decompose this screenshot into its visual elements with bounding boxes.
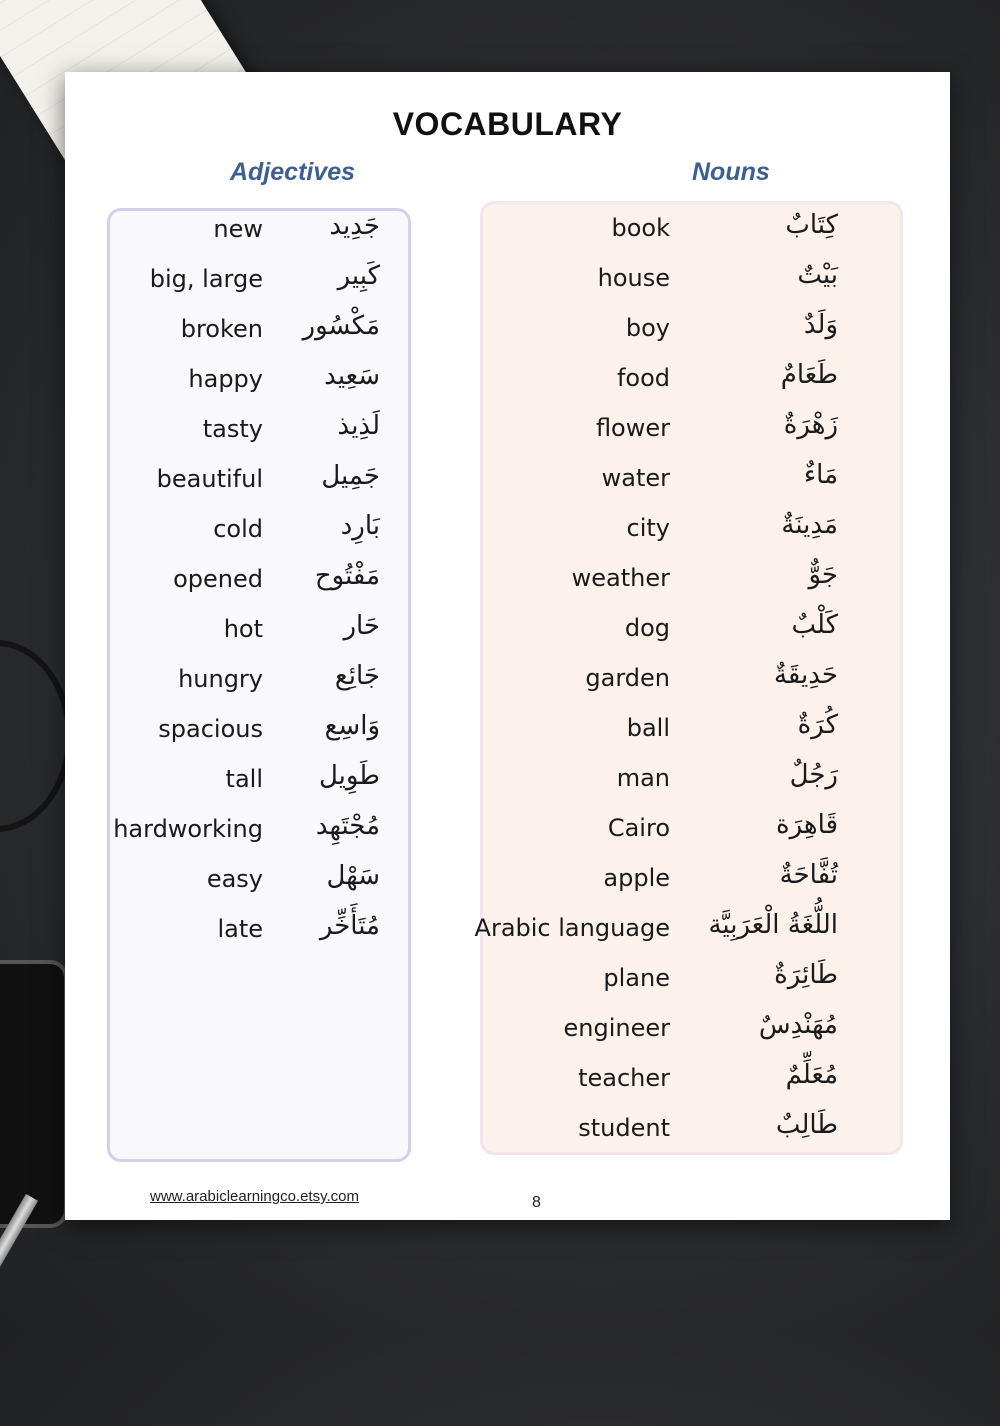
english-word: dog <box>624 614 670 642</box>
arabic-word: مُجْتَهِد <box>315 811 380 841</box>
nouns-row <box>483 610 900 664</box>
arabic-word: كَلْبٌ <box>791 610 838 640</box>
english-word: house <box>597 264 670 292</box>
nouns-row <box>483 510 900 564</box>
arabic-word: مُعَلِّمٌ <box>785 1060 838 1090</box>
english-word: teacher <box>578 1064 670 1092</box>
arabic-word: كَبِير <box>337 261 380 291</box>
nouns-row <box>483 960 900 1014</box>
english-word: hardworking <box>113 815 263 843</box>
adjectives-row <box>110 261 408 315</box>
arabic-word: كُرَةٌ <box>797 710 838 740</box>
english-word: student <box>578 1114 670 1142</box>
adjectives-row <box>110 711 408 765</box>
english-word: man <box>616 764 670 792</box>
english-word: tall <box>225 765 263 793</box>
english-word: Cairo <box>607 814 670 842</box>
english-word: opened <box>173 565 263 593</box>
english-word: hot <box>223 615 263 643</box>
arabic-word: حَدِيقَةٌ <box>773 660 838 690</box>
adjectives-row <box>110 561 408 615</box>
adjectives-row <box>110 411 408 465</box>
english-word: city <box>626 514 670 542</box>
arabic-word: مَدِينَةٌ <box>781 510 838 540</box>
arabic-word: جَوٌّ <box>808 560 838 590</box>
arabic-word: وَلَدٌ <box>803 310 838 340</box>
nouns-row <box>483 360 900 414</box>
arabic-word: جَائِع <box>334 661 380 691</box>
nouns-row <box>483 710 900 764</box>
english-word: Arabic language <box>474 914 670 942</box>
arabic-word: جَدِيد <box>329 211 380 241</box>
english-word: ball <box>626 714 670 742</box>
english-word: book <box>611 214 670 242</box>
nouns-row <box>483 760 900 814</box>
english-word: beautiful <box>156 465 263 493</box>
arabic-word: مُتَأَخِّر <box>319 911 380 941</box>
nouns-row <box>483 1060 900 1114</box>
nouns-row <box>483 560 900 614</box>
adjectives-row <box>110 861 408 915</box>
arabic-word: سَهْل <box>326 861 380 891</box>
arabic-word: رَجُلٌ <box>789 760 838 790</box>
english-word: new <box>213 215 263 243</box>
english-word: tasty <box>202 415 263 443</box>
arabic-word: جَمِيل <box>321 461 380 491</box>
adjectives-row <box>110 611 408 665</box>
arabic-word: زَهْرَةٌ <box>783 410 838 440</box>
adjectives-row <box>110 761 408 815</box>
arabic-word: تُفَّاحَةٌ <box>779 860 838 890</box>
nouns-row <box>483 260 900 314</box>
english-word: hungry <box>178 665 263 693</box>
adjectives-row <box>110 811 408 865</box>
arabic-word: طَالِبٌ <box>775 1110 838 1140</box>
page-number: 8 <box>532 1194 541 1211</box>
adjectives-heading: Adjectives <box>230 158 356 186</box>
arabic-word: مُهَنْدِسٌ <box>758 1010 838 1040</box>
adjectives-row <box>110 511 408 565</box>
phone <box>0 960 68 1228</box>
arabic-word: سَعِيد <box>324 361 380 391</box>
arabic-word: اللُّغَةُ الْعَرَبِيَّة <box>708 910 838 940</box>
nouns-row <box>483 410 900 464</box>
english-word: flower <box>595 414 670 442</box>
pen <box>0 1194 38 1426</box>
nouns-row <box>474 910 900 964</box>
nouns-heading: Nouns <box>692 158 770 186</box>
adjectives-row <box>110 361 408 415</box>
adjectives-row <box>110 661 408 715</box>
nouns-row <box>483 1010 900 1064</box>
adjectives-row <box>110 211 408 265</box>
page-title: VOCABULARY <box>392 106 623 142</box>
nouns-row <box>483 810 900 864</box>
arabic-word: مَكْسُور <box>302 311 380 341</box>
english-word: broken <box>180 315 263 343</box>
english-word: food <box>616 364 670 392</box>
english-word: boy <box>625 314 670 342</box>
english-word: apple <box>603 864 670 892</box>
english-word: garden <box>585 664 670 692</box>
english-word: weather <box>571 564 670 592</box>
arabic-word: كِتَابٌ <box>785 210 838 240</box>
english-word: big, large <box>149 265 263 293</box>
arabic-word: طَعَامٌ <box>780 360 838 390</box>
arabic-word: قَاهِرَة <box>775 810 838 840</box>
adjectives-panel <box>107 208 411 1162</box>
arabic-word: طَائِرَةٌ <box>774 960 838 990</box>
nouns-panel <box>474 201 903 1155</box>
english-word: plane <box>603 964 670 992</box>
arabic-word: طَوِيل <box>318 761 380 791</box>
adjectives-row <box>110 911 408 965</box>
nouns-row <box>483 1110 900 1164</box>
arabic-word: بَيْتٌ <box>797 260 838 290</box>
nouns-row <box>483 860 900 914</box>
nouns-row <box>483 460 900 514</box>
adjectives-row <box>110 461 408 515</box>
english-word: late <box>217 915 263 943</box>
arabic-word: مَاءٌ <box>803 460 838 490</box>
nouns-row <box>483 310 900 364</box>
english-word: spacious <box>158 715 263 743</box>
arabic-word: حَار <box>343 611 380 641</box>
arabic-word: لَذِيذ <box>337 411 380 441</box>
arabic-word: بَارِد <box>340 511 380 541</box>
english-word: cold <box>213 515 263 543</box>
arabic-word: مَفْتُوح <box>314 561 380 591</box>
footer-link[interactable]: www.arabiclearningco.etsy.com <box>150 1188 359 1205</box>
english-word: easy <box>206 865 263 893</box>
adjectives-row <box>110 311 408 365</box>
glasses <box>0 640 72 832</box>
worksheet-page <box>65 72 950 1220</box>
arabic-word: وَاسِع <box>324 711 380 741</box>
english-word: happy <box>188 365 263 393</box>
english-word: water <box>601 464 670 492</box>
english-word: engineer <box>563 1014 670 1042</box>
nouns-row <box>483 660 900 714</box>
nouns-row <box>483 210 900 264</box>
